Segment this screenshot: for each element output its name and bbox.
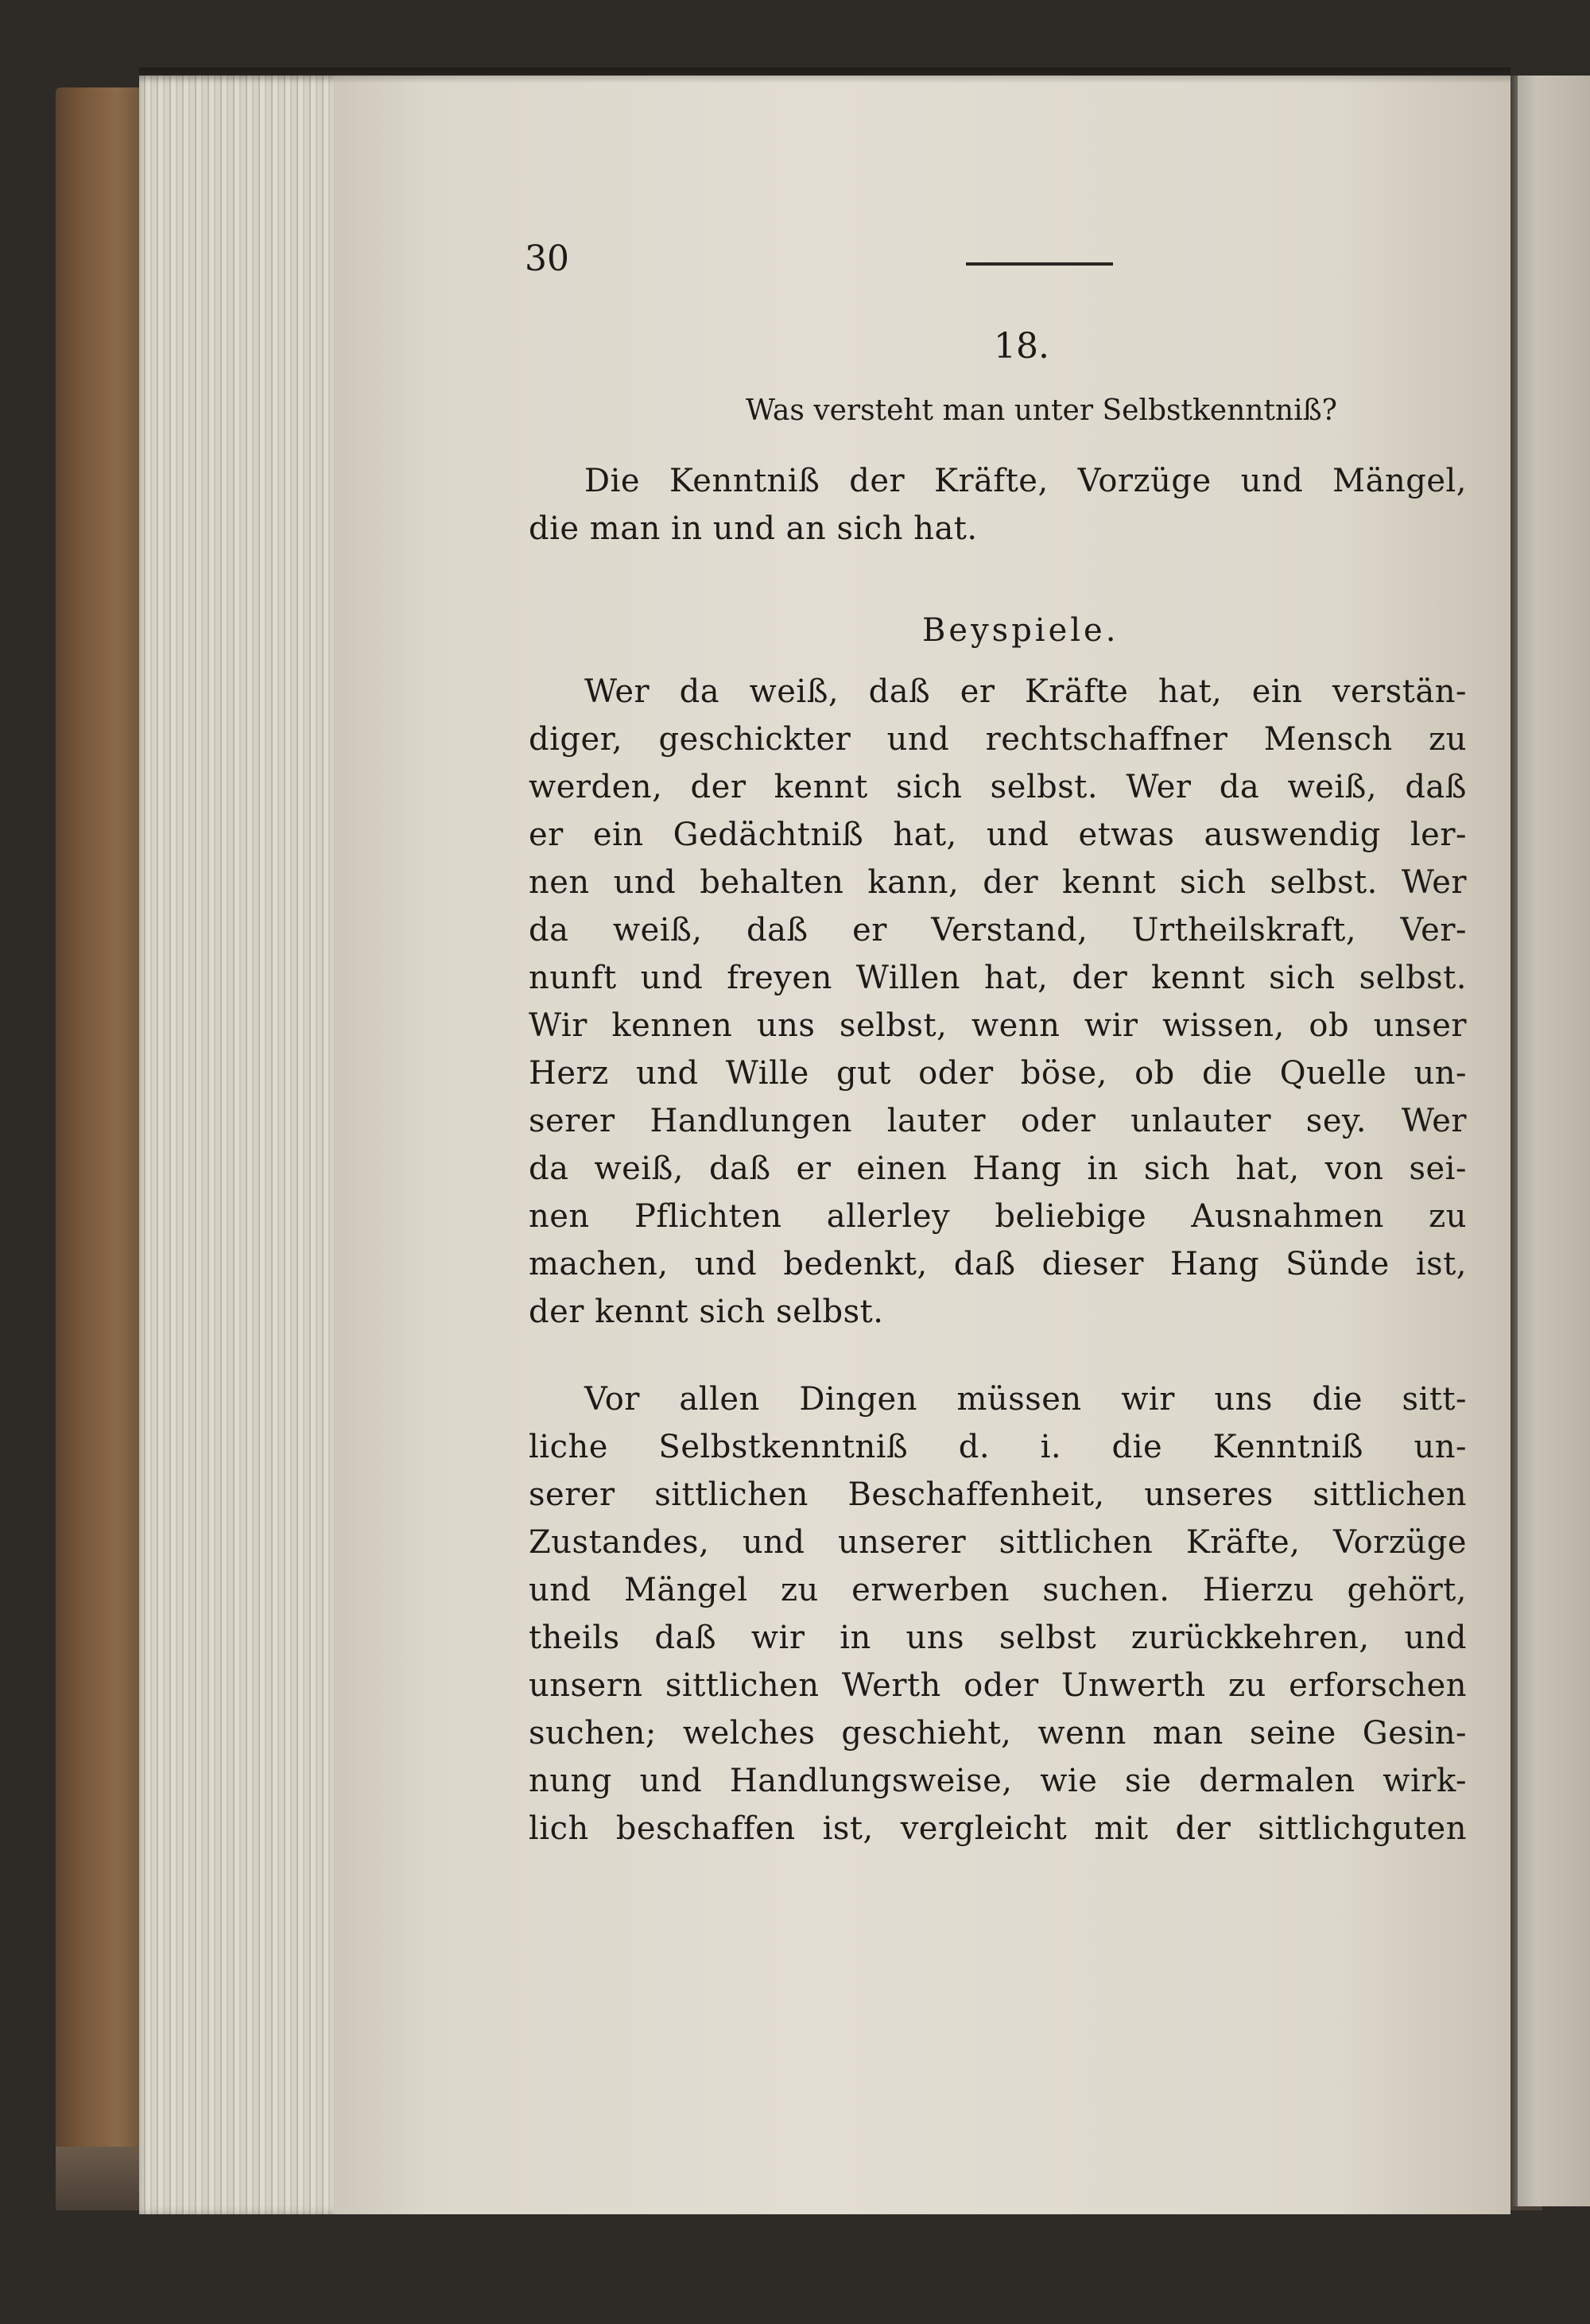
section-number: 18. [994, 326, 1049, 367]
answer-line: Die Kenntniß der Kräfte, Vorzüge und Mängel, [584, 463, 1467, 499]
paragraph-line: liche Selbstkenntniß d. i. die Kenntniß un- [529, 1429, 1467, 1465]
examples-heading: Beyspiele. [922, 612, 1119, 649]
paragraph-line: und Mängel zu erwerben suchen. Hierzu gehört, [529, 1572, 1467, 1608]
examples-line: der kennt sich selbst. [529, 1294, 884, 1330]
examples-line: da weiß, daß er Verstand, Urtheilskraft, Ver- [529, 912, 1467, 949]
examples-line: diger, geschickter und rechtschaffner Mensch zu [529, 721, 1467, 758]
paragraph-line: theils daß wir in uns selbst zurückkehren, und [529, 1620, 1467, 1656]
paragraph-line: unsern sittlichen Werth oder Unwerth zu erforschen [529, 1667, 1467, 1704]
examples-line: nen und behalten kann, der kennt sich selbst. Wer [529, 864, 1467, 901]
examples-line: er ein Gedächtniß hat, und etwas auswendig ler- [529, 817, 1467, 853]
examples-line: machen, und bedenkt, daß dieser Hang Sünde ist, [529, 1246, 1467, 1282]
paragraph-line: serer sittlichen Beschaffenheit, unseres sittlichen [529, 1476, 1467, 1513]
examples-line: nen Pflichten allerley beliebige Ausnahmen zu [529, 1198, 1467, 1235]
examples-line: werden, der kennt sich selbst. Wer da weiß, daß [529, 769, 1467, 805]
examples-line: Wir kennen uns selbst, wenn wir wissen, ob unser [529, 1007, 1467, 1044]
answer-line: die man in und an sich hat. [529, 510, 978, 547]
book-cover-left [56, 87, 143, 2194]
page-number: 30 [525, 239, 569, 279]
page-top-shadow [139, 68, 1510, 83]
examples-line: da weiß, daß er einen Hang in sich hat, von sei- [529, 1150, 1467, 1187]
examples-line: Herz und Wille gut oder böse, ob die Quelle un- [529, 1055, 1467, 1092]
paragraph-line: Vor allen Dingen müssen wir uns die sitt- [584, 1381, 1467, 1418]
examples-line: nunft und freyen Willen hat, der kennt sich selbst. [529, 960, 1467, 996]
page-stack-edges [139, 76, 346, 2214]
paragraph-line: lich beschaffen ist, vergleicht mit der sittlichguten [529, 1810, 1467, 1847]
header-rule [966, 262, 1113, 266]
examples-line: Wer da weiß, daß er Kräfte hat, ein verstän- [584, 673, 1467, 710]
paragraph-line: suchen; welches geschieht, wenn man seine Gesin- [529, 1715, 1467, 1752]
paragraph-line: nung und Handlungsweise, wie sie dermalen wirk- [529, 1763, 1467, 1799]
examples-line: serer Handlungen lauter oder unlauter sey. Wer [529, 1103, 1467, 1139]
question-heading: Was versteht man unter Selbstkenntniß? [746, 394, 1337, 427]
paragraph-line: Zustandes, und unserer sittlichen Kräfte, Vorzüge [529, 1524, 1467, 1561]
